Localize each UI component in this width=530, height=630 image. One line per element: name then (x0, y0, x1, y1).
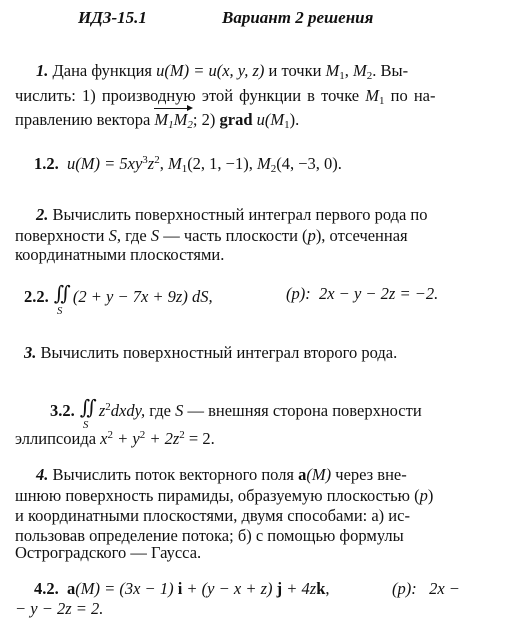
task-number: 3.2. (50, 401, 75, 420)
task-number: 4. (36, 465, 49, 484)
task-number: 2. (36, 205, 49, 224)
task4-line4: пользовав определение потока; б) с помощью формулы (15, 526, 404, 545)
double-integral-sign: ∬ S (53, 283, 71, 317)
vector-m1m2: $M_1M_2$ (154, 110, 193, 131)
task2-2-plane: (p): 2x − y − 2z = −2. (286, 284, 439, 303)
task2-line3: координатными плоскостями. (15, 245, 225, 264)
task-number: 4.2. (34, 579, 59, 598)
document-subtitle: Вариант 2 решения (222, 8, 374, 27)
task-number: 2.2. (24, 287, 49, 306)
task-number: 1. (36, 61, 49, 80)
task2-2: 2.2. ∬ S (2 + y − 7x + 9z) dS, (24, 283, 213, 317)
task4-2-line2: − y − 2z = 2. (15, 599, 104, 618)
task3: 3. Вычислить поверхностный интеграл второго рода. (24, 343, 398, 362)
task4-2-line1: 4.2. a(M) = (3x − 1) i + (y − x + z) j + 4zk, (34, 579, 330, 598)
task1-2: 1.2. $u(M) = 5xy^3z^2$, $M_1(2$, 1, −1), $M_2(4$, −3, 0). (34, 154, 342, 175)
task2-line2: поверхности S, где S — часть плоскости (p), отсеченная (15, 226, 408, 245)
task-number: 3. (24, 343, 37, 362)
task4-line2: шнюю поверхность пирамиды, образуемую плоскостью (p) (15, 486, 434, 505)
task4-line1: 4. Вычислить поток векторного поля a(M) через вне- (36, 465, 407, 484)
document-code: ИДЗ-15.1 (78, 8, 147, 27)
task3-2-line2: эллипсоида $x^2 + y^2 + 2z^2 = 2$. (15, 429, 215, 448)
task1-line2: числить: 1) производную этой функции в точке $M_1$ по на- (15, 86, 436, 107)
task3-2-line1: 3.2. ∬ S $z^2dxdy$, где S — внешняя сторона поверхности (50, 397, 422, 431)
task-number: 1.2. (34, 154, 59, 173)
task2-line1: 2. Вычислить поверхностный интеграл первого рода по (36, 205, 428, 224)
task4-2-plane: (p): 2x − (392, 579, 460, 598)
task1-line3: правлению вектора $M_1M_2$; 2) grad $u(M_1)$. (15, 110, 300, 131)
task4-line5: Остроградского — Гаусса. (15, 543, 202, 562)
task1-line1: 1. Дана функция u(M) = u(x, y, z) и точки $M_1$, $M_2$. Вы- (36, 61, 409, 82)
task4-line3: и координатными плоскостями, двумя способами: а) ис- (15, 506, 410, 525)
double-integral-sign: ∬ S (79, 397, 97, 431)
